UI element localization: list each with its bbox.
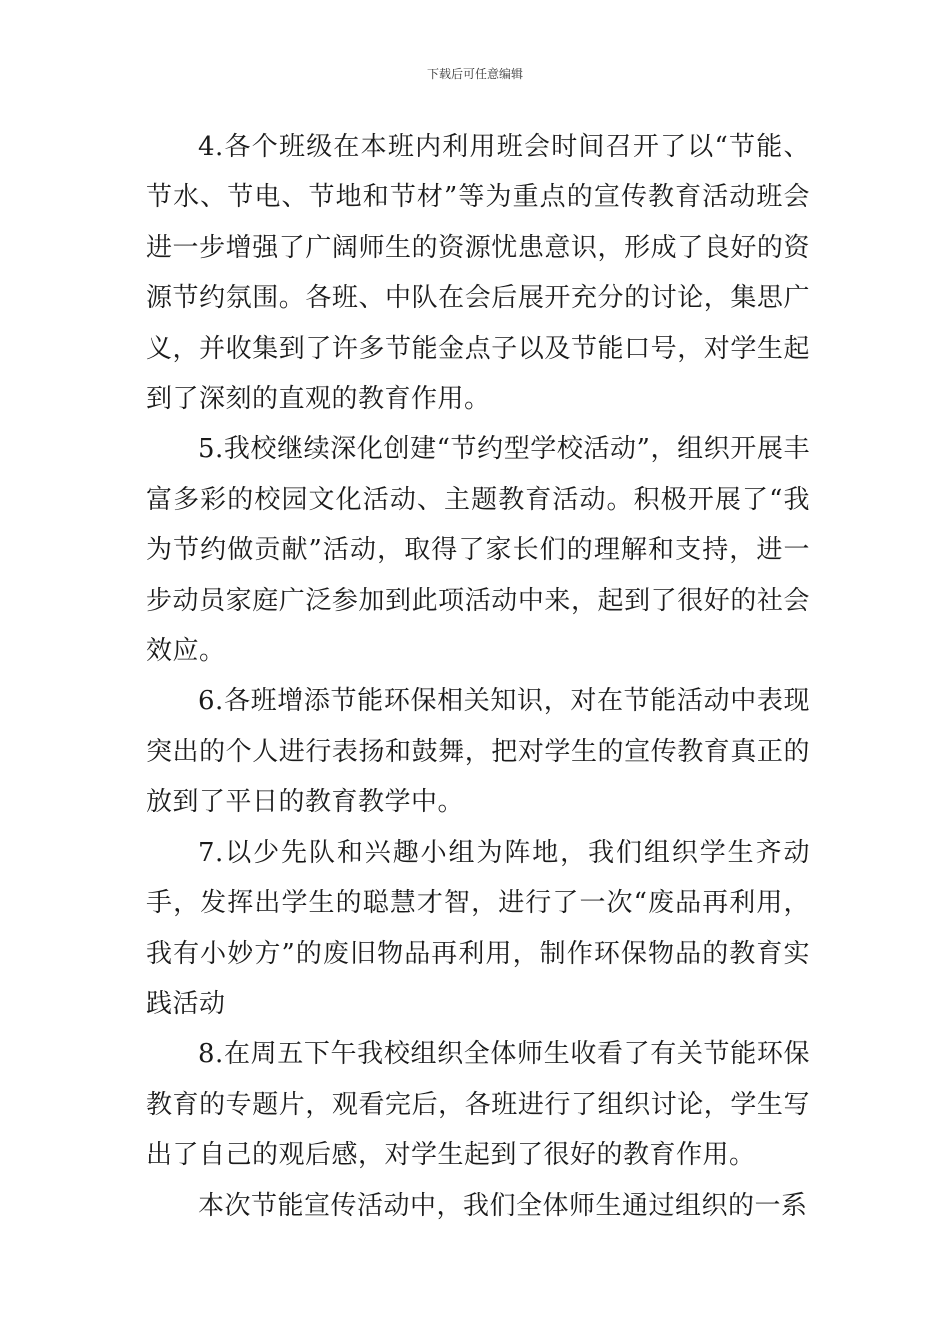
page-header: 下载后可任意编辑 xyxy=(426,67,523,81)
paragraph-item-5: 5.我校继续深化创建“节约型学校活动”，组织开展丰富多彩的校园文化活动、主题教育活动。积极开展了“我为节约做贡献”活动，取得了家长们的理解和支持，进一步动员家庭广泛参加到此项活动中来，起到了很好的社会效应。 xyxy=(146,434,810,667)
paragraph-summary: 本次节能宣传活动中，我们全体师生通过组织的一系 xyxy=(198,1190,808,1221)
document-body xyxy=(146,122,810,1231)
paragraph-item-7: 7.以少先队和兴趣小组为阵地，我们组织学生齐动手，发挥出学生的聪慧才智，进行了一次“废品再利用，我有小妙方”的废旧物品再利用，制作环保物品的教育实践活动 xyxy=(146,837,810,1019)
paragraph-item-6: 6.各班增添节能环保相关知识，对在节能活动中表现突出的个人进行表扬和鼓舞，把对学生的宣传教育真正的放到了平日的教育教学中。 xyxy=(146,686,810,818)
paragraph-item-4: 4.各个班级在本班内利用班会时间召开了以“节能、节水、节电、节地和节材”等为重点的宣传教育活动班会进一步增强了广阔师生的资源忧患意识，形成了良好的资源节约氛围。各班、中队在会后展开充分的讨论，集思广义，并收集到了许多节能金点子以及节能口号，对学生起到了深刻的直观的教育作用。 xyxy=(146,132,810,415)
paragraph-item-8: 8.在周五下午我校组织全体师生收看了有关节能环保教育的专题片，观看完后，各班进行了组织讨论，学生写出了自己的观后感，对学生起到了很好的教育作用。 xyxy=(146,1039,810,1171)
